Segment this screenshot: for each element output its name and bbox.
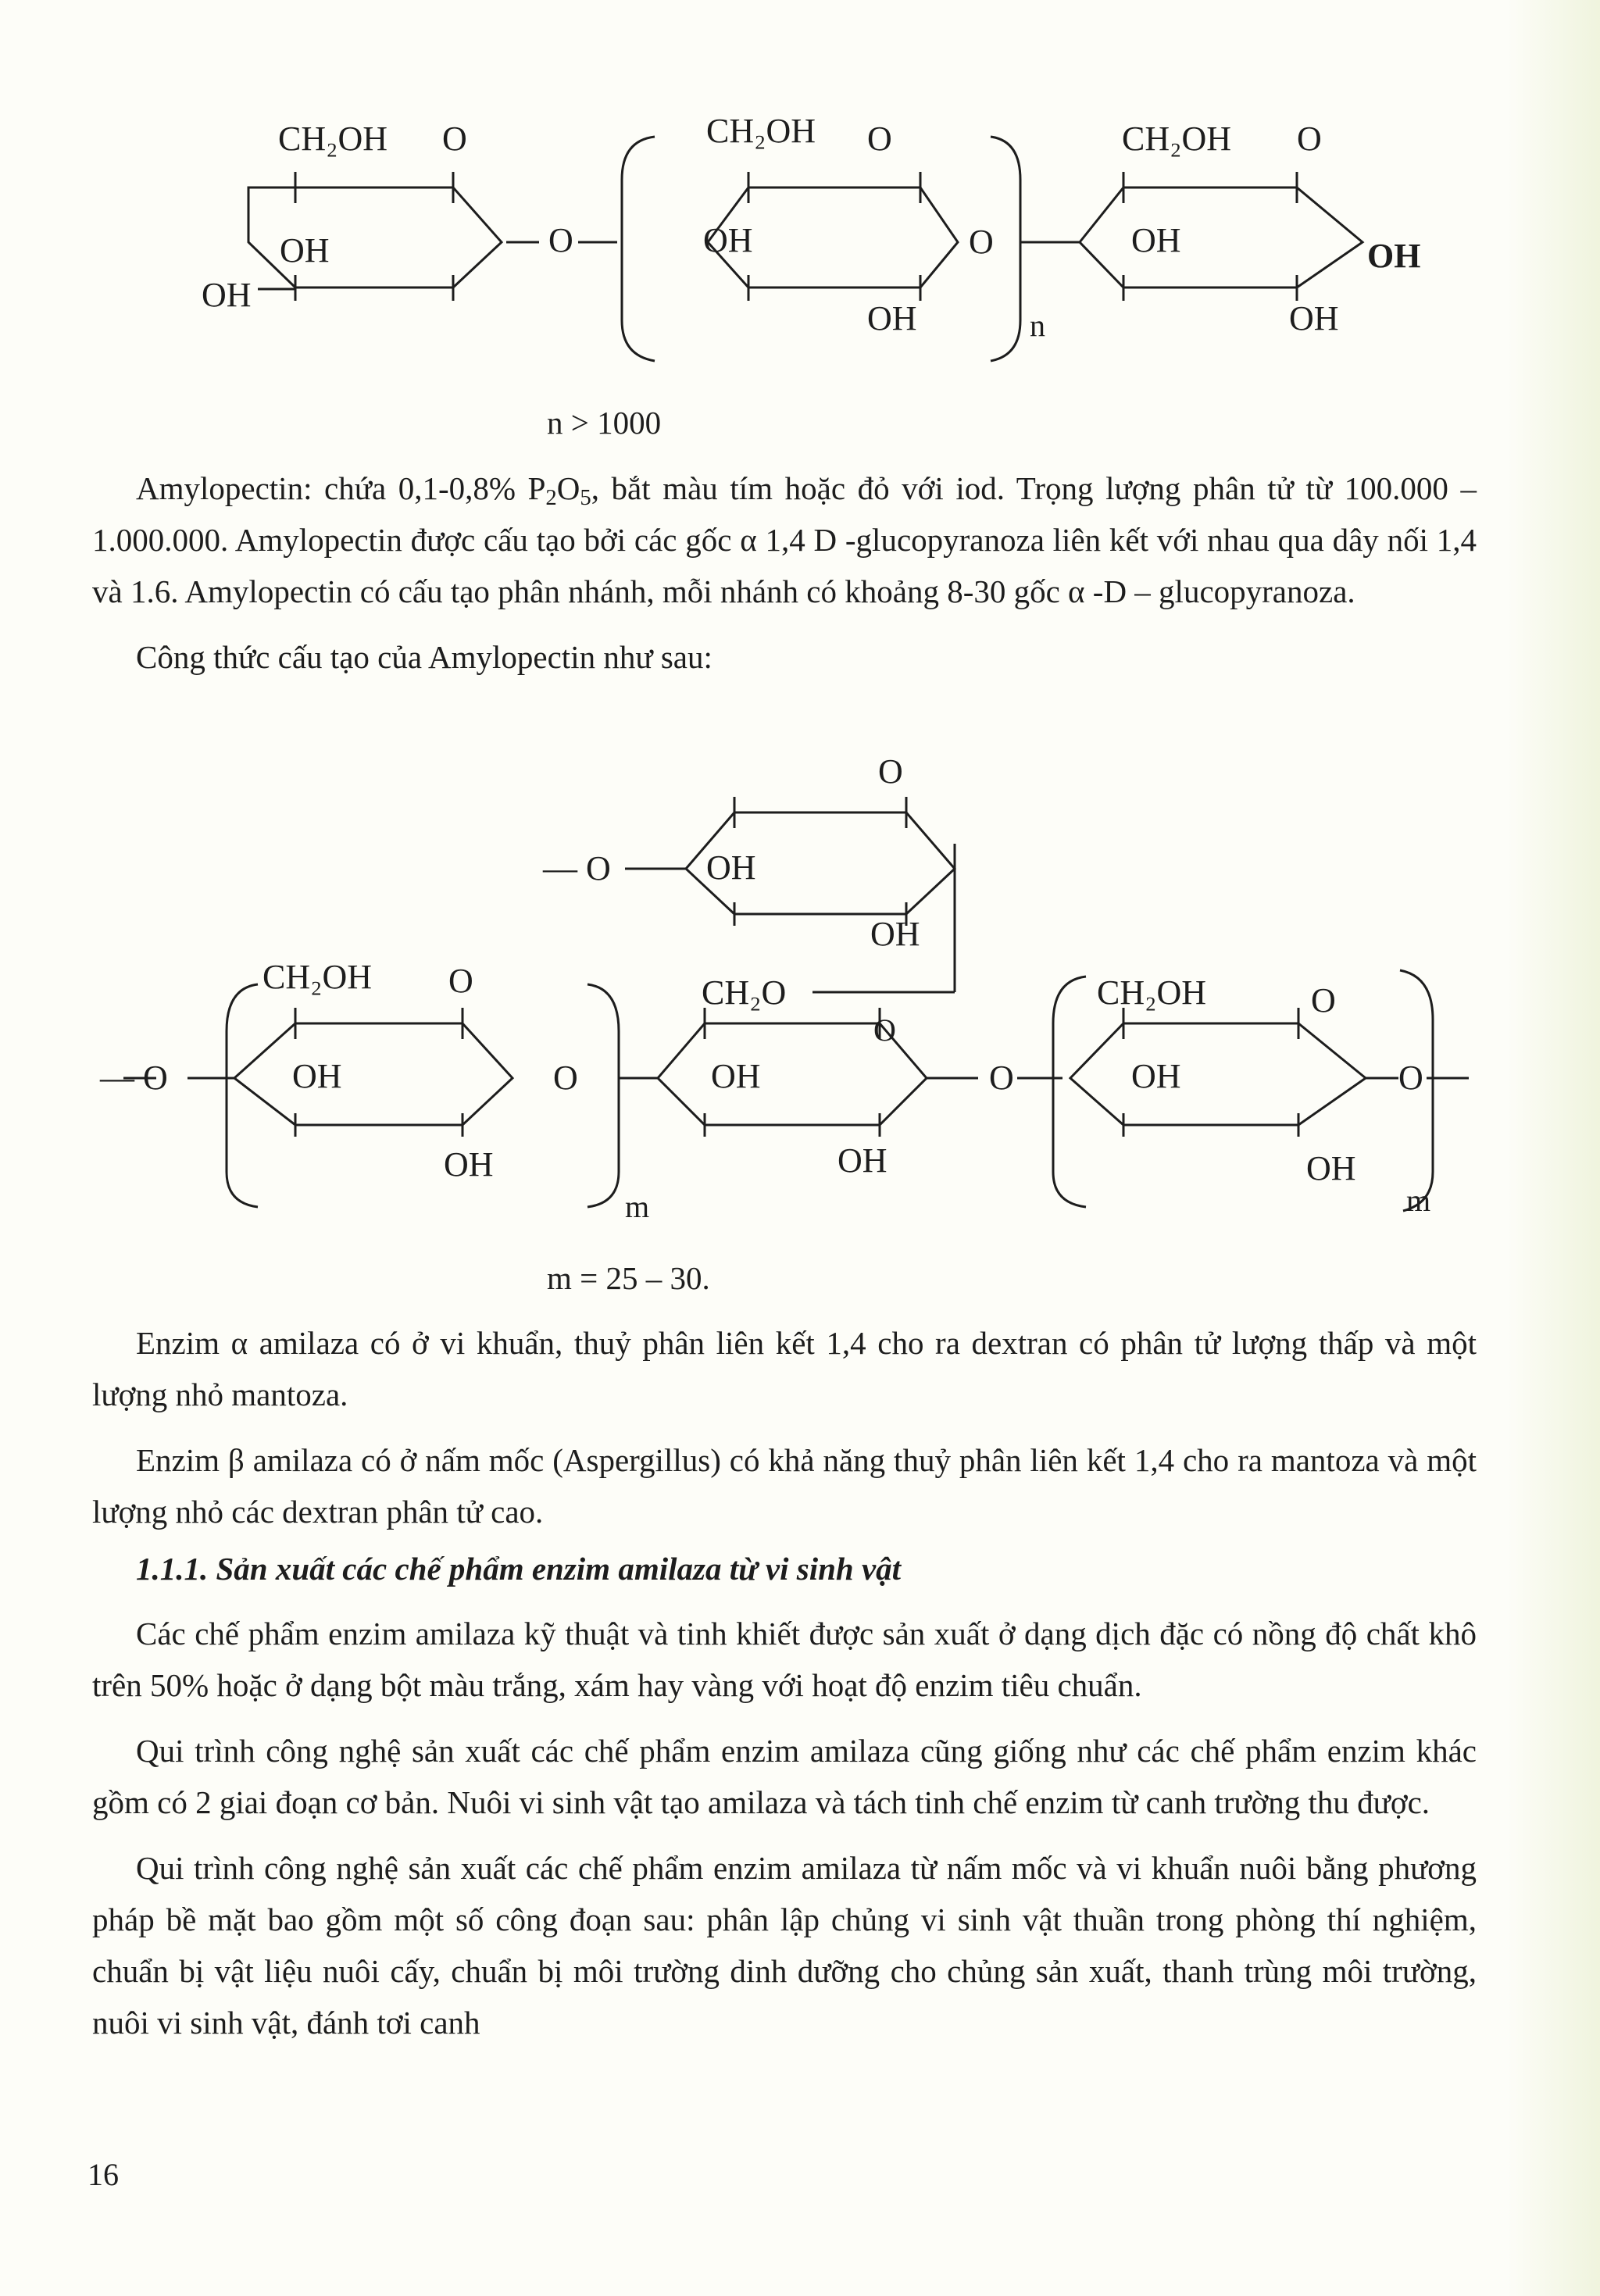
label-oh: OH: [706, 848, 756, 887]
label-o: O: [553, 1059, 578, 1097]
amylopectin-formula-intro: Công thức cấu tạo của Amylopectin như sau:: [136, 639, 712, 675]
label-o: O: [448, 962, 473, 1000]
label-oh: OH: [870, 915, 920, 953]
label-oh: OH: [1306, 1149, 1356, 1187]
label-m: m: [1406, 1183, 1431, 1218]
label-m: m: [625, 1189, 650, 1224]
label-ch2o: CH₂O: [702, 973, 787, 1012]
section-heading: 1.1.1. Sản xuất các chế phẩm enzim amilaza từ vi sinh vật: [136, 1551, 902, 1587]
label-oh: OH: [1367, 237, 1421, 275]
label-ch2oh: CH₂OH: [262, 958, 373, 996]
label-ch2oh: CH₂OH: [1097, 973, 1207, 1012]
production-paragraph-2: Qui trình công nghệ sản xuất các chế phẩm enzim amilaza cũng giống như các chế phẩm enzim khác gồm có 2 giai đoạn cơ bản. Nuôi vi sinh vật tạo amilaza và tách tinh chế enzim từ canh trường thu được.: [92, 1733, 1477, 1820]
label-ch2oh: CH₂OH: [706, 112, 816, 150]
label-o: O: [1297, 120, 1322, 158]
label-n: n: [1030, 308, 1045, 343]
beta-amylase-paragraph: Enzim β amilaza có ở nấm mốc (Aspergillus) có khả năng thuỷ phân liên kết 1,4 cho ra mantoza và một lượng nhỏ các dextran phân tử cao.: [92, 1442, 1477, 1530]
label-o: O: [1398, 1059, 1423, 1097]
label-o: O: [442, 120, 467, 158]
amylopectin-description: Amylopectin: chứa 0,1-0,8% $P_2O_5$, bắt màu tím hoặc đỏ với iod. Trọng lượng phân tử từ 100.000 – 1.000.000. Amylopectin được cấu tạo bởi các gốc α 1,4 D -glucopyranoza liên kết với nhau qua dây nối 1,4 và 1.6. Amylopectin có cấu tạo phân nhánh, mỗi nhánh có khoảng 8-30 gốc α -D – glucopyranoza.: [92, 470, 1477, 609]
label-linkage-o: — O: [543, 849, 611, 887]
page-number: 16: [88, 2157, 119, 2192]
label-o: O: [989, 1059, 1014, 1097]
label-oh: OH: [280, 231, 330, 270]
label-oh: OH: [711, 1057, 761, 1095]
label-oh: OH: [1131, 1057, 1181, 1095]
label-oh: OH: [1131, 221, 1181, 259]
amylose-n-value: n > 1000: [547, 405, 662, 441]
label-linkage-o: — O: [100, 1059, 168, 1097]
label-oh: OH: [703, 221, 753, 259]
production-paragraph-3: Qui trình công nghệ sản xuất các chế phẩm enzim amilaza từ nấm mốc và vi khuẩn nuôi bằng phương pháp bề mặt bao gồm một số công đoạn sau: phân lập chủng vi sinh vật thuần trong phòng thí nghiệm, chuẩn bị vật liệu nuôi cấy, chuẩn bị môi trường dinh dưỡng cho chủng sản xuất, thanh trùng môi trường, nuôi vi sinh vật, đánh tơi canh: [92, 1850, 1477, 2041]
label-oh: OH: [838, 1141, 888, 1180]
label-o: O: [1311, 981, 1336, 1019]
label-o: O: [969, 223, 994, 261]
amylose-structure-diagram: [0, 102, 1600, 375]
label-ch2oh: CH₂OH: [1122, 120, 1232, 158]
label-oh: OH: [444, 1145, 494, 1184]
label-oh: OH: [1289, 299, 1339, 337]
amylopectin-m-value: m = 25 – 30.: [547, 1260, 710, 1296]
enzyme-text: [92, 1317, 1477, 1537]
label-o: O: [548, 221, 573, 259]
label-oh: OH: [202, 276, 252, 314]
label-o: O: [873, 1012, 896, 1048]
label-oh: OH: [292, 1057, 342, 1095]
label-o: O: [867, 120, 892, 158]
amylopectin-text: [92, 462, 1477, 683]
production-text: [92, 1608, 1477, 2048]
label-oh: OH: [867, 299, 917, 337]
production-paragraph-1: Các chế phẩm enzim amilaza kỹ thuật và tinh khiết được sản xuất ở dạng dịch đặc có nồng độ chất khô trên 50% hoặc ở dạng bột màu trắng, xám hay vàng với hoạt độ enzim tiêu chuẩn.: [92, 1616, 1477, 1703]
label-o: O: [878, 752, 903, 791]
alpha-amylase-paragraph: Enzim α amilaza có ở vi khuẩn, thuỷ phân liên kết 1,4 cho ra dextran có phân tử lượng thấp và một lượng nhỏ mantoza.: [92, 1325, 1477, 1412]
amylopectin-structure-diagram: [0, 750, 1600, 1242]
label-ch2oh: CH₂OH: [278, 120, 388, 158]
